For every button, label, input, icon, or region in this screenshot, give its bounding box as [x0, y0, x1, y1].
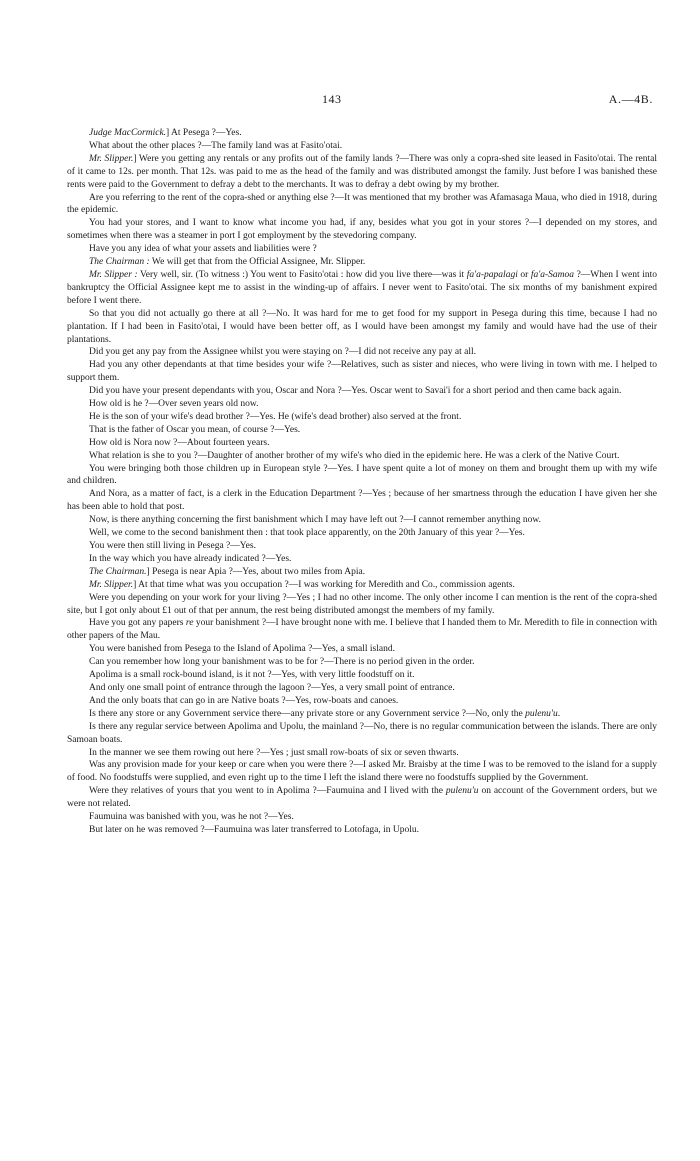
- transcript-paragraph: [67, 643, 657, 656]
- transcript-paragraph: [67, 514, 657, 527]
- transcript-paragraph: [67, 824, 657, 837]
- paragraph-text: In the manner we see them rowing out here ?—Yes ; just small row-boats of six or seven thwarts.: [89, 747, 459, 758]
- transcript-paragraph: [67, 669, 657, 682]
- transcript-paragraph: [67, 553, 657, 566]
- transcript-paragraph: [67, 217, 657, 243]
- paragraph-text: Well, we come to the second banishment then : that took place apparently, on the 20th January of this year ?—Yes.: [89, 528, 525, 539]
- paragraph-text: .: [557, 708, 561, 719]
- paragraph-text: Faumuina was banished with you, was he not ?—Yes.: [89, 812, 294, 823]
- paragraph-text: your banishment ?—I have brought none with me. I believe that I handed them to Mr. Meredith to file in connection with other papers of the Mau.: [67, 618, 657, 642]
- transcript-paragraph: [67, 811, 657, 824]
- transcript-paragraph: [67, 411, 657, 424]
- paragraph-text: Have you any idea of what your assets and liabilities were ?: [89, 244, 317, 255]
- transcript-paragraph: [67, 424, 657, 437]
- transcript-body: [67, 127, 657, 837]
- document-reference: A.—4B.: [608, 92, 653, 106]
- page-number: 143: [322, 92, 342, 106]
- transcript-paragraph: [67, 269, 657, 308]
- transcript-paragraph: [67, 708, 657, 721]
- paragraph-text: You were bringing both those children up in European style ?—Yes. I have spent quite a lot of money on them and brought them up with my wife and children.: [67, 463, 657, 487]
- transcript-paragraph: [67, 592, 657, 618]
- transcript-paragraph: [67, 747, 657, 760]
- transcript-paragraph: [67, 695, 657, 708]
- transcript-paragraph: [67, 682, 657, 695]
- italic-text: Mr. Slipper.: [89, 579, 134, 590]
- paragraph-text: And Nora, as a matter of fact, is a clerk in the Education Department ?—Yes ; because of her smartness through the education I have given her she has been able to hold that post.: [67, 489, 657, 513]
- transcript-paragraph: [67, 527, 657, 540]
- transcript-paragraph: [67, 153, 657, 192]
- paragraph-text: ] Were you getting any rentals or any profits out of the family lands ?—There was only a copra-shed site leased in Fasito'otai. The rental of it came to 12s. per month. That 12s. was paid to me as the head of the family and was distributed amongst the family. Just before I was banished these rents were paid to the Government to defray a debt to the merchants. It was to defray a debt owing by my brother.: [67, 153, 657, 190]
- italic-text: pulenu'u: [445, 786, 479, 797]
- paragraph-text: ?—When I went into bankruptcy the Official Assignee kept me to assist in the winding-up of affairs. I never went to Fasito'otai. The six months of my banishment expired before I went there.: [67, 269, 657, 306]
- paragraph-text: He is the son of your wife's dead brother ?—Yes. He (wife's dead brother) also served at the front.: [89, 411, 462, 422]
- italic-text: The Chairman :: [89, 257, 150, 268]
- paragraph-text: Is there any regular service between Apolima and Upolu, the mainland ?—No, there is no regular communication between the islands. There are only Samoan boats.: [67, 721, 657, 745]
- transcript-paragraph: [67, 346, 657, 359]
- transcript-paragraph: [67, 437, 657, 450]
- paragraph-text: But later on he was removed ?—Faumuina was later transferred to Lotofaga, in Upolu.: [89, 824, 420, 835]
- transcript-paragraph: [67, 759, 657, 785]
- paragraph-text: You had your stores, and I want to know what income you had, if any, besides what you got in your stores ?—I depended on my stores, and sometimes when there was a steamer in port I got employment by the stevedoring company.: [67, 218, 657, 242]
- transcript-paragraph: [67, 463, 657, 489]
- paragraph-text: or: [517, 269, 531, 280]
- transcript-paragraph: [67, 785, 657, 811]
- transcript-paragraph: [67, 566, 657, 579]
- italic-text: The Chairman.: [89, 566, 147, 577]
- transcript-paragraph: [67, 192, 657, 218]
- page-header: [0, 92, 700, 110]
- paragraph-text: You were then still living in Pesega ?—Yes.: [89, 541, 256, 551]
- transcript-paragraph: [67, 140, 657, 153]
- paragraph-text: Have you got any papers: [89, 618, 186, 629]
- transcript-paragraph: [67, 127, 657, 140]
- paragraph-text: How old is Nora now ?—About fourteen years.: [89, 437, 270, 448]
- transcript-paragraph: [67, 579, 657, 592]
- italic-text: re: [185, 618, 194, 629]
- italic-text: fa'a-papalagi: [466, 269, 518, 280]
- italic-text: Judge MacCormick.: [89, 128, 167, 138]
- transcript-paragraph: [67, 540, 657, 553]
- transcript-paragraph: [67, 308, 657, 347]
- italic-text: Mr. Slipper.: [89, 153, 134, 164]
- italic-text: fa'a-Samoa: [530, 269, 575, 280]
- paragraph-text: ] Pesega is near Apia ?—Yes, about two miles from Apia.: [146, 566, 366, 577]
- paragraph-text: on account of the Government orders, but we were not related.: [67, 786, 657, 810]
- paragraph-text: Was any provision made for your keep or care when you were there ?—I asked Mr. Braisby at the time I was to be removed to the island for a supply of food. No foodstuffs were supplied, and even right up to the time I left the island there were no foodstuffs supplied by the Government.: [67, 760, 657, 784]
- paragraph-text: So that you did not actually go there at all ?—No. It was hard for me to get food for my support in Pesega during this time, because I had no plantation. If I had been in Fasito'otai, I would have been better off, as I would have been amongst my family and would have had the use of their plantations.: [67, 308, 657, 345]
- paragraph-text: Were they relatives of yours that you went to in Apolima ?—Faumuina and I lived with the: [89, 786, 446, 797]
- paragraph-text: We will get that from the Official Assignee, Mr. Slipper.: [149, 257, 366, 268]
- paragraph-text: Can you remember how long your banishment was to be for ?—There is no period given in the order.: [89, 657, 475, 668]
- paragraph-text: ] At Pesega ?—Yes.: [166, 128, 242, 138]
- paragraph-text: Had you any other dependants at that time besides your wife ?—Relatives, such as sister and nieces, who were living in town with me. I helped to support them.: [67, 360, 657, 384]
- paragraph-text: How old is he ?—Over seven years old now.: [89, 399, 259, 410]
- transcript-paragraph: [67, 385, 657, 398]
- paragraph-text: What about the other places ?—The family land was at Fasito'otai.: [89, 140, 343, 151]
- paragraph-text: Did you get any pay from the Assignee whilst you were staying on ?—I did not receive any pay at all.: [89, 347, 477, 358]
- paragraph-text: Very well, sir. (To witness :) You went to Fasito'otai : how did you live there—was it: [137, 269, 467, 280]
- paragraph-text: Did you have your present dependants with you, Oscar and Nora ?—Yes. Oscar went to Savai'i for a short period and then came back again.: [89, 386, 622, 397]
- paragraph-text: Now, is there anything concerning the first banishment which I may have left out ?—I cannot remember anything now.: [89, 515, 541, 526]
- paragraph-text: Is there any store or any Government service there—any private store or any Government service ?—No, only the: [89, 708, 526, 719]
- italic-text: Mr. Slipper :: [89, 269, 138, 280]
- paragraph-text: And the only boats that can go in are Native boats ?—Yes, row-boats and canoes.: [89, 695, 399, 706]
- paragraph-text: In the way which you have already indicated ?—Yes.: [89, 553, 292, 564]
- transcript-paragraph: [67, 617, 657, 643]
- transcript-paragraph: [67, 450, 657, 463]
- italic-text: pulenu'u: [525, 708, 558, 719]
- paragraph-text: What relation is she to you ?—Daughter of another brother of my wife's who died in the epidemic here. He was a clerk of the Native Court.: [89, 450, 620, 461]
- transcript-paragraph: [67, 398, 657, 411]
- paragraph-text: Apolima is a small rock-bound island, is it not ?—Yes, with very little foodstuff on it.: [89, 670, 415, 681]
- transcript-paragraph: [67, 721, 657, 747]
- transcript-paragraph: [67, 359, 657, 385]
- transcript-paragraph: [67, 488, 657, 514]
- paragraph-text: Were you depending on your work for your living ?—Yes ; I had no other income. The only other income I can mention is the rent of the copra-shed site, but I got only about £1 out of that per annum, the rest being distributed amongst the members of my family.: [67, 592, 657, 616]
- transcript-paragraph: [67, 243, 657, 256]
- paragraph-text: You were banished from Pesega to the Island of Apolima ?—Yes, a small island.: [89, 644, 395, 655]
- paragraph-text: Are you referring to the rent of the copra-shed or anything else ?—It was mentioned that my brother was Afamasaga Maua, who died in 1918, during the epidemic.: [67, 192, 657, 216]
- paragraph-text: ] At that time what was you occupation ?—I was working for Meredith and Co., commission agents.: [133, 579, 515, 590]
- paragraph-text: That is the father of Oscar you mean, of course ?—Yes.: [89, 424, 301, 435]
- paragraph-text: And only one small point of entrance through the lagoon ?—Yes, a very small point of entrance.: [89, 682, 455, 693]
- transcript-paragraph: [67, 256, 657, 269]
- transcript-paragraph: [67, 656, 657, 669]
